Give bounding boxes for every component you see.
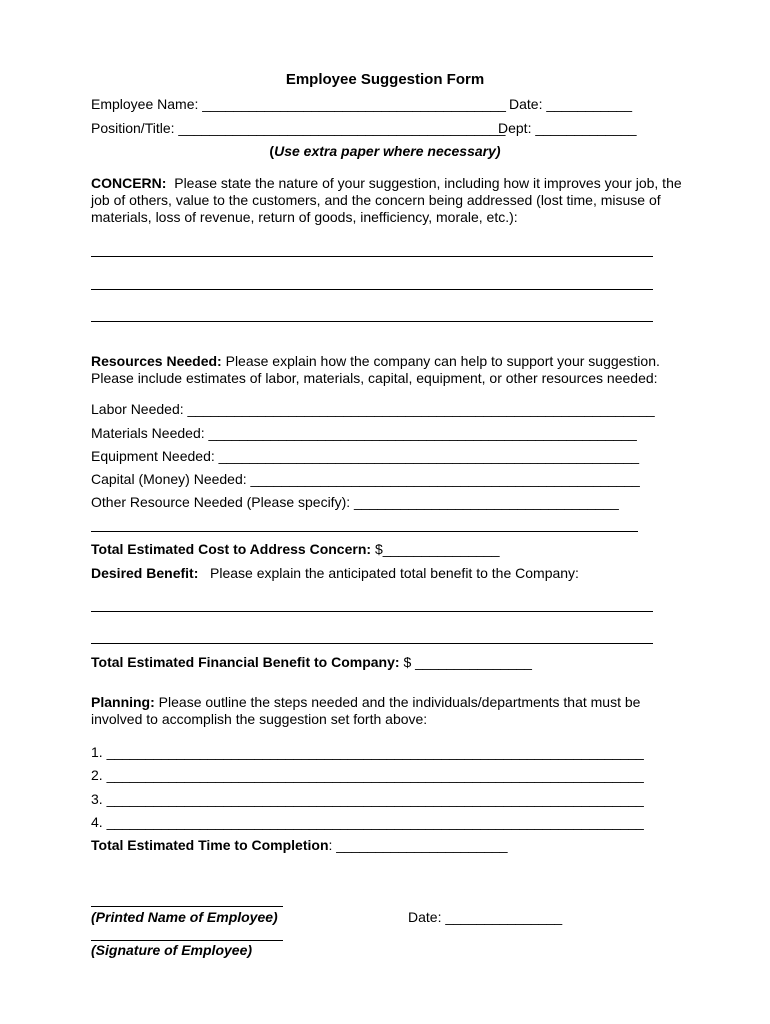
labor-needed-field[interactable]: Labor Needed: ____________________________________________________________: [91, 401, 655, 417]
note-text: Use extra paper where necessary): [274, 143, 501, 159]
total-cost-label: Total Estimated Cost to Address Concern:: [91, 541, 372, 557]
planning-step-3[interactable]: 3. _____________________________________________________________________: [91, 791, 644, 807]
desired-benefit-row: [91, 564, 579, 582]
position-title-field[interactable]: Position/Title: __________________________________________: [91, 120, 506, 136]
total-benefit-field[interactable]: $ _______________: [403, 654, 532, 670]
planning-step-4[interactable]: 4. _____________________________________________________________________: [91, 814, 644, 830]
benefit-line-2[interactable]: [91, 643, 653, 644]
concern-line-3[interactable]: [91, 321, 653, 322]
other-resource-line[interactable]: [91, 531, 638, 532]
signature-caption: (Signature of Employee): [91, 942, 253, 958]
benefit-line-1[interactable]: [91, 611, 653, 612]
signature-date-field[interactable]: Date: _______________: [408, 909, 563, 925]
resources-text: Please explain how the company can help to support your suggestion. Please include estimates of labor, materials, capital, equipment, or other resources needed:: [91, 353, 660, 386]
concern-line-2[interactable]: [91, 289, 653, 290]
total-cost-row: [91, 540, 500, 558]
dept-field[interactable]: Dept: _____________: [498, 120, 637, 136]
desired-benefit-label: Desired Benefit:: [91, 565, 199, 581]
planning-section: [91, 694, 691, 728]
concern-line-1[interactable]: [91, 256, 653, 257]
printed-name-line[interactable]: [91, 906, 283, 907]
desired-benefit-text: Please explain the anticipated total benefit to the Company:: [210, 565, 579, 581]
total-benefit-row: [91, 653, 532, 671]
employee-name-field[interactable]: Employee Name: _______________________________________: [91, 96, 506, 112]
concern-text: Please state the nature of your suggestion, including how it improves your job, the job of others, value to the customers, and the concern being addressed (lost time, misuse of materials, loss of revenue, return of goods, inefficiency, morale, etc.):: [91, 175, 682, 225]
total-time-label: Total Estimated Time to Completion: [91, 837, 329, 853]
planning-step-2[interactable]: 2. _____________________________________________________________________: [91, 767, 644, 783]
materials-needed-field[interactable]: Materials Needed: _______________________________________________________: [91, 425, 637, 441]
form-title: Employee Suggestion Form: [285, 71, 485, 88]
equipment-needed-field[interactable]: Equipment Needed: ______________________________________________________: [91, 448, 640, 464]
total-cost-field[interactable]: $_______________: [374, 541, 500, 557]
capital-needed-field[interactable]: Capital (Money) Needed: __________________________________________________: [91, 471, 640, 487]
concern-section: [91, 175, 691, 226]
resources-label: Resources Needed:: [91, 353, 222, 369]
concern-label: CONCERN:: [91, 175, 167, 191]
extra-paper-note: [0, 142, 770, 160]
printed-name-caption: (Printed Name of Employee): [91, 909, 278, 925]
total-time-row: [91, 836, 508, 854]
planning-step-1[interactable]: 1. _____________________________________________________________________: [91, 744, 644, 760]
other-resource-field[interactable]: Other Resource Needed (Please specify): __________________________________: [91, 494, 619, 510]
total-time-field[interactable]: : ______________________: [328, 837, 508, 853]
resources-section: [91, 353, 691, 387]
total-benefit-label: Total Estimated Financial Benefit to Company:: [91, 654, 400, 670]
note-paren: (: [269, 143, 275, 159]
planning-text: Please outline the steps needed and the individuals/departments that must be involved to accomplish the suggestion set forth above:: [91, 694, 641, 727]
planning-label: Planning:: [91, 694, 155, 710]
date-field[interactable]: Date: ___________: [509, 96, 632, 112]
